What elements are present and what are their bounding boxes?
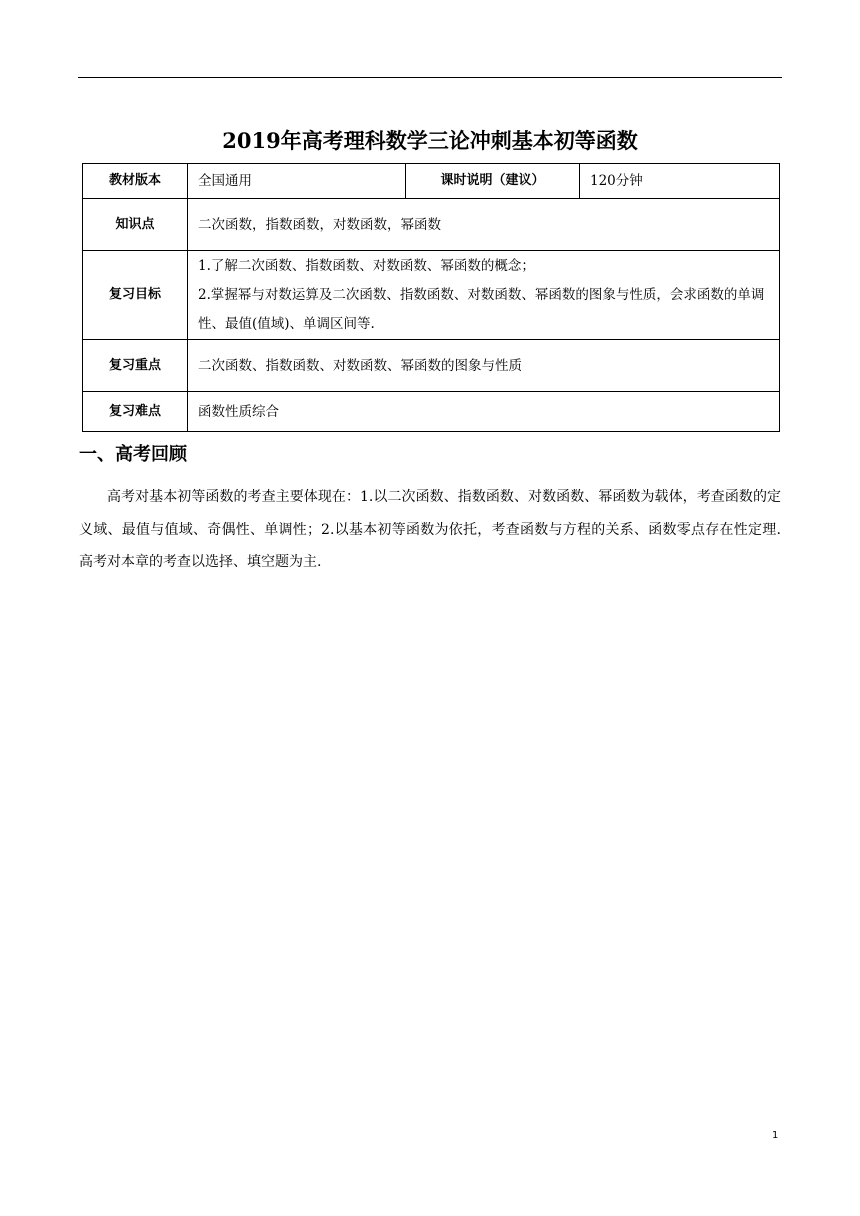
focus-value: 二次函数、指数函数、对数函数、幂函数的图象与性质 [188,340,780,392]
goal-item: 2.掌握幂与对数运算及二次函数、指数函数、对数函数、幂函数的图象与性质，会求函数的单调性、最值(值域)、单调区间等. [198,286,765,332]
goal-item: 1.了解二次函数、指数函数、对数函数、幂函数的概念； [198,257,535,274]
focus-label: 复习重点 [83,340,188,392]
section-heading: 一、高考回顾 [79,444,187,465]
duration-value: 120分钟 [580,164,780,199]
duration-label: 课时说明（建议） [406,164,580,199]
textbook-value: 全国通用 [188,164,406,199]
goals-label: 复习目标 [83,251,188,340]
table-row [83,164,780,199]
table-row [83,199,780,251]
knowledge-label: 知识点 [83,199,188,251]
header-rule [78,77,782,78]
page-number: 1 [772,1130,779,1141]
table-row [83,392,780,432]
difficulty-value: 函数性质综合 [188,392,780,432]
knowledge-value: 二次函数，指数函数，对数函数，幂函数 [188,199,780,251]
table-row [83,251,780,340]
table-row [83,340,780,392]
review-paragraph: 高考对基本初等函数的考查主要体现在：1.以二次函数、指数函数、对数函数、幂函数为载体，考查函数的定义域、最值与值域、奇偶性、单调性；2.以基本初等函数为依托，考查函数与方程的关系、函数零点存在性定理.高考对本章的考查以选择、填空题为主. [79,489,781,570]
textbook-label: 教材版本 [83,164,188,199]
goals-value [188,251,780,340]
document-title: 2019年高考理科数学三论冲刺基本初等函数 [222,128,638,153]
course-info-table [82,163,780,432]
difficulty-label: 复习难点 [83,392,188,432]
